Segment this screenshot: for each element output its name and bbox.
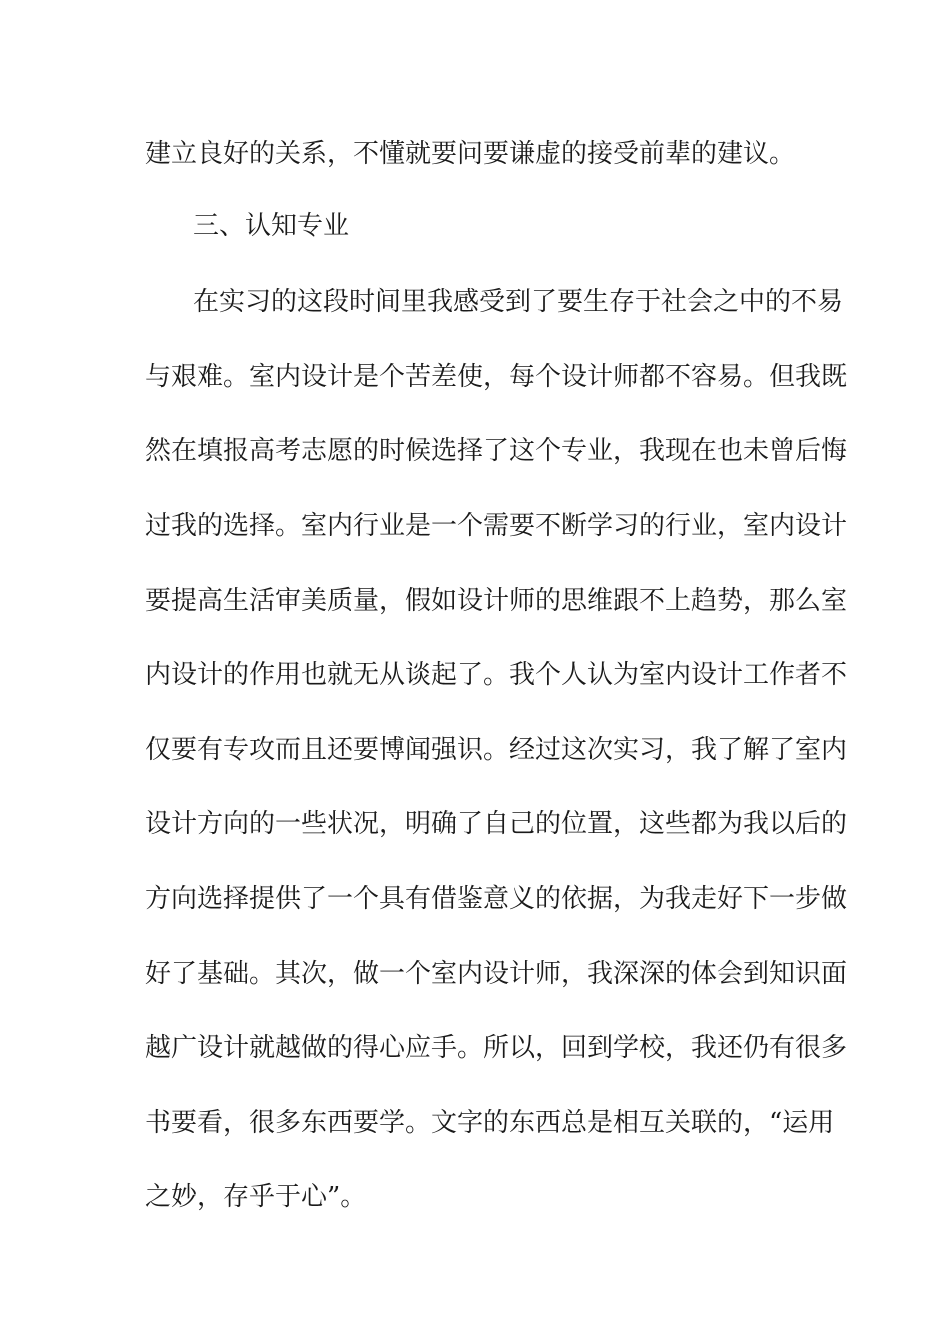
paragraph-line: 书要看，很多东西要学。文字的东西总是相互关联的，“运用 xyxy=(145,1108,835,1138)
section-heading: 三、认知专业 xyxy=(193,211,350,241)
paragraph-line: 越广设计就越做的得心应手。所以，回到学校，我还仍有很多 xyxy=(145,1033,848,1063)
paragraph-line-first: 在实习的这段时间里我感受到了要生存于社会之中的不易 xyxy=(193,287,844,317)
paragraph-line: 仅要有专攻而且还要博闻强识。经过这次实习，我了解了室内 xyxy=(145,735,848,765)
paragraph-line: 设计方向的一些状况，明确了自己的位置，这些都为我以后的 xyxy=(145,809,848,839)
paragraph-line: 要提高生活审美质量，假如设计师的思维跟不上趋势，那么室 xyxy=(145,586,848,616)
paragraph-line: 好了基础。其次，做一个室内设计师，我深深的体会到知识面 xyxy=(145,959,848,989)
paragraph-line-closing: 建立良好的关系，不懂就要问要谦虚的接受前辈的建议。 xyxy=(145,139,796,169)
paragraph-line: 内设计的作用也就无从谈起了。我个人认为室内设计工作者不 xyxy=(145,660,848,690)
paragraph-line: 然在填报高考志愿的时候选择了这个专业，我现在也未曾后悔 xyxy=(145,436,848,466)
paragraph-line: 过我的选择。室内行业是一个需要不断学习的行业，室内设计 xyxy=(145,511,848,541)
paragraph-line: 与艰难。室内设计是个苦差使，每个设计师都不容易。但我既 xyxy=(145,362,848,392)
paragraph-line: 方向选择提供了一个具有借鉴意义的依据，为我走好下一步做 xyxy=(145,884,848,914)
paragraph-line-last: 之妙，存乎于心”。 xyxy=(145,1182,367,1212)
